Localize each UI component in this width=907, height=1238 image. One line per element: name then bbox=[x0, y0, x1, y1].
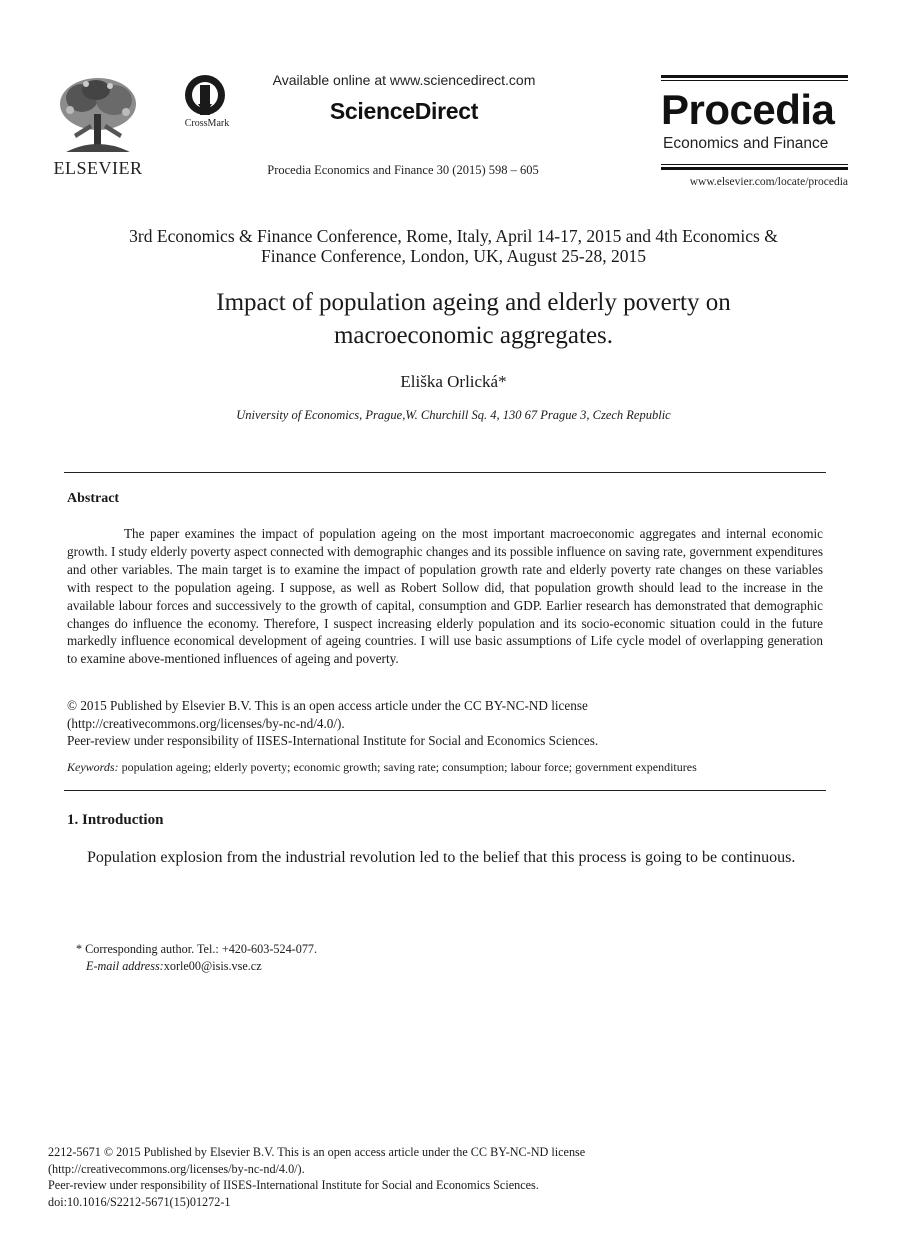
author-affiliation: University of Economics, Prague,W. Churchill Sq. 4, 130 67 Prague 3, Czech Republic bbox=[236, 408, 671, 422]
elsevier-wordmark: ELSEVIER bbox=[53, 158, 143, 178]
abstract-text bbox=[67, 525, 823, 668]
author-name: Eliška Orlická* bbox=[400, 372, 507, 391]
footer-peer-review: Peer-review under responsibility of IISES-International Institute for Social and Economics Sciences. bbox=[48, 1178, 539, 1193]
procedia-bottom-rule-thin bbox=[661, 164, 848, 165]
procedia-logo: Procedia bbox=[661, 86, 835, 133]
license-link[interactable]: (http://creativecommons.org/licenses/by-nc-nd/4.0/). bbox=[67, 715, 345, 731]
sciencedirect-logo: ScienceDirect bbox=[329, 98, 479, 124]
peer-review-notice: Peer-review under responsibility of IISES-International Institute for Social and Economics Sciences. bbox=[67, 733, 599, 749]
footer-license-link[interactable]: (http://creativecommons.org/licenses/by-nc-nd/4.0/). bbox=[48, 1161, 305, 1176]
journal-url-link[interactable]: www.elsevier.com/locate/procedia bbox=[689, 176, 848, 188]
corresponding-author-footnote bbox=[76, 941, 576, 975]
procedia-subtitle: Economics and Finance bbox=[663, 135, 829, 152]
abstract-bottom-rule bbox=[64, 790, 826, 791]
journal-reference: Procedia Economics and Finance 30 (2015) 598 – 605 bbox=[267, 163, 539, 177]
email-line bbox=[76, 958, 576, 975]
corresponding-author: * Corresponding author. Tel.: +420-603-524-077. bbox=[76, 942, 318, 956]
elsevier-tree-icon bbox=[56, 74, 140, 156]
email-label: E-mail address: bbox=[86, 959, 164, 973]
footer-copyright: 2212-5671 © 2015 Published by Elsevier B.V. This is an open access article under the CC BY-NC-ND license bbox=[48, 1145, 586, 1159]
title-line-1: Impact of population ageing and elderly poverty on bbox=[216, 289, 731, 316]
keywords-list: population ageing; elderly poverty; economic growth; saving rate; consumption; labour force; government expenditures bbox=[118, 760, 697, 774]
introduction-text: Population explosion from the industrial revolution led to the belief that this process is going to be continuous. bbox=[87, 849, 796, 866]
conference-line-1: 3rd Economics & Finance Conference, Rome, Italy, April 14-17, 2015 and 4th Economics & bbox=[129, 226, 778, 246]
procedia-top-rule bbox=[661, 75, 848, 78]
abstract-heading: Abstract bbox=[67, 491, 120, 506]
conference-line-2: Finance Conference, London, UK, August 25-28, 2015 bbox=[261, 246, 646, 266]
paper-title bbox=[100, 286, 847, 352]
crossmark-badge[interactable] bbox=[176, 74, 236, 134]
section-heading-introduction: 1. Introduction bbox=[67, 812, 164, 828]
available-online-link[interactable]: Available online at www.sciencedirect.com bbox=[272, 72, 536, 88]
elsevier-logo bbox=[52, 74, 144, 176]
procedia-top-rule-thin bbox=[661, 80, 848, 81]
crossmark-label: CrossMark bbox=[184, 118, 230, 129]
title-line-2: macroeconomic aggregates. bbox=[333, 322, 614, 349]
email-address[interactable]: xorle00@isis.vse.cz bbox=[163, 959, 262, 973]
copyright-notice bbox=[67, 697, 827, 750]
keywords-label: Keywords: bbox=[67, 760, 119, 774]
abstract-body: The paper examines the impact of population ageing on the most important macroeconomic aggregates and internal economic growth. I study elderly poverty aspect connected with demographic changes and its possible influence on saving rate, government expenditures and other variables. The main target is to examine the impact of population growth rate and elderly poverty rate changes on these variables with respect to the population ageing. I suppose, as well as Robert Sollow did, that population growth should lead to the increase in the available labour forces and successively to the growth of capital, consumption and GDP. Earlier research has demonstrated that demographic changes do influence the economy. Therefore, I suspect increasing elderly population and its socio-economic situation could in the future markedly influence economical development of ageing countries. I will use basic assumptions of Life cycle model of overlapping generation to examine above-mentioned influences of ageing and poverty. bbox=[67, 526, 823, 667]
crossmark-icon bbox=[176, 74, 236, 118]
procedia-bottom-rule bbox=[661, 167, 848, 170]
page-footer bbox=[48, 1144, 748, 1210]
conference-info bbox=[60, 226, 847, 266]
abstract-top-rule bbox=[64, 472, 826, 473]
keywords bbox=[67, 760, 827, 775]
copyright-line-1: © 2015 Published by Elsevier B.V. This is an open access article under the CC BY-NC-ND license bbox=[67, 698, 588, 713]
doi[interactable]: doi:10.1016/S2212-5671(15)01272-1 bbox=[48, 1194, 231, 1209]
